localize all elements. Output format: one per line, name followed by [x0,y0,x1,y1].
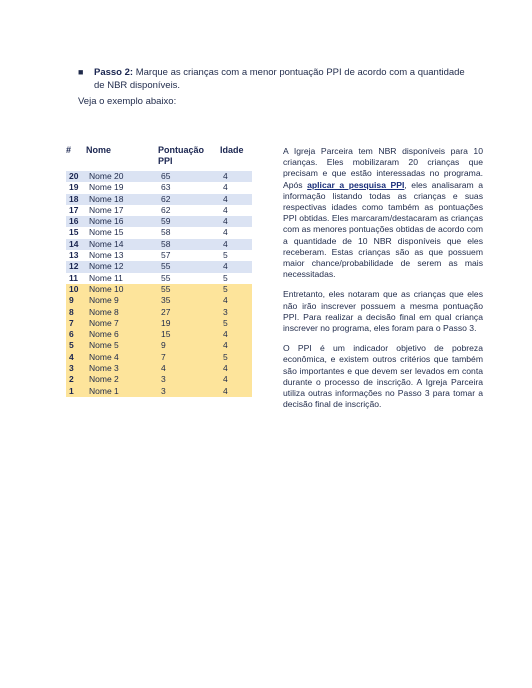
cell-age: 4 [220,239,252,250]
header-number: # [66,145,72,155]
cell-ppi-score: 55 [158,261,220,272]
cell-number: 20 [66,171,86,182]
cell-number: 15 [66,227,86,238]
cell-number: 3 [66,363,86,374]
cell-name: Nome 20 [86,171,158,182]
cell-age: 4 [220,216,252,227]
cell-age: 4 [220,205,252,216]
cell-name: Nome 13 [86,250,158,261]
cell-name: Nome 15 [86,227,158,238]
apply-survey-link[interactable]: aplicar a pesquisa PPI [307,179,405,190]
table-row [66,250,252,261]
table-row [66,318,252,329]
cell-age: 4 [220,340,252,351]
cell-name: Nome 10 [86,284,158,295]
cell-age: 4 [220,329,252,340]
cell-ppi-score: 15 [158,329,220,340]
cell-ppi-score: 65 [158,171,220,182]
cell-ppi-score: 19 [158,318,220,329]
cell-ppi-score: 59 [158,216,220,227]
explanation-paragraph-1 [283,146,483,280]
cell-ppi-score: 27 [158,307,220,318]
cell-age: 5 [220,273,252,284]
table-row [66,295,252,306]
cell-number: 17 [66,205,86,216]
explanation-column [283,146,483,419]
table-row [66,374,252,385]
cell-ppi-score: 57 [158,250,220,261]
cell-number: 16 [66,216,86,227]
table-row [66,227,252,238]
cell-name: Nome 4 [86,352,158,363]
cell-ppi-score: 3 [158,374,220,385]
p1-rest: , eles analisaram a informação listando todas as crianças e suas respectivas idades como também as pontuações PPI obtidas. Eles marcaram/destacaram as crianças com as menores pontuações obtidas de acordo com a quantidade de 10 NBR disponíveis que eles receberam. Estas crianças são as que possuem maior chance/probabilidade de serem as mais necessitadas. [283,179,483,280]
table-row [66,386,252,397]
cell-name: Nome 12 [86,261,158,272]
p1-intro: A Igreja Parceira tem NBR disponíveis para 10 crianças. Eles mobilizaram 20 crianças que precisam e que estão interessadas no programa. Após [283,146,483,190]
step-instruction [78,66,468,92]
table-row [66,329,252,340]
table-row [66,205,252,216]
cell-name: Nome 17 [86,205,158,216]
cell-name: Nome 14 [86,239,158,250]
cell-number: 10 [66,284,86,295]
table-row [66,284,252,295]
cell-name: Nome 7 [86,318,158,329]
cell-name: Nome 5 [86,340,158,351]
cell-name: Nome 16 [86,216,158,227]
cell-number: 9 [66,295,86,306]
cell-ppi-score: 63 [158,182,220,193]
cell-name: Nome 18 [86,194,158,205]
cell-age: 4 [220,386,252,397]
cell-name: Nome 8 [86,307,158,318]
cell-name: Nome 11 [86,273,158,284]
bullet-icon: ■ [78,67,84,77]
cell-number: 6 [66,329,86,340]
header-ppi-score: Pontuação PPI [158,145,205,166]
cell-age: 4 [220,182,252,193]
table-row [66,171,252,182]
cell-number: 13 [66,250,86,261]
explanation-paragraph-2: Entretanto, eles notaram que as crianças que eles não irão inscrever possuem a mesma pontuação PPI. Para realizar a decisão final em qual criança inscrever no programa, eles foram para o Passo 3. [283,289,483,334]
cell-name: Nome 9 [86,295,158,306]
cell-age: 3 [220,307,252,318]
cell-number: 11 [66,273,86,284]
ppi-table [66,145,252,397]
cell-age: 4 [220,363,252,374]
table-row [66,182,252,193]
cell-number: 14 [66,239,86,250]
cell-age: 4 [220,171,252,182]
table-row [66,194,252,205]
cell-number: 7 [66,318,86,329]
cell-age: 4 [220,374,252,385]
cell-age: 5 [220,318,252,329]
cell-age: 5 [220,250,252,261]
cell-age: 4 [220,295,252,306]
table-body [66,171,252,397]
table-row [66,352,252,363]
cell-ppi-score: 35 [158,295,220,306]
cell-ppi-score: 58 [158,239,220,250]
cell-number: 18 [66,194,86,205]
cell-number: 19 [66,182,86,193]
table-row [66,363,252,374]
cell-number: 1 [66,386,86,397]
table-row [66,340,252,351]
cell-name: Nome 2 [86,374,158,385]
cell-ppi-score: 3 [158,386,220,397]
table-row [66,261,252,272]
step-label: Passo 2: [94,67,134,78]
cell-age: 4 [220,261,252,272]
step-description: Marque as crianças com a menor pontuação PPI de acordo com a quantidade de NBR disponíveis. [94,67,465,91]
explanation-paragraph-3: O PPI é um indicador objetivo de pobreza econômica, e existem outros critérios que também são importantes e que devem ser levados em conta durante o processo de inscrição. A Igreja Parceira utiliza outras informações no Passo 3 para tomar a decisão final de inscrição. [283,343,483,410]
table-row [66,239,252,250]
table-row [66,216,252,227]
cell-name: Nome 1 [86,386,158,397]
table-row [66,273,252,284]
step-text-block [94,66,468,92]
cell-number: 2 [66,374,86,385]
cell-ppi-score: 62 [158,194,220,205]
cell-age: 5 [220,284,252,295]
header-name: Nome [86,145,112,155]
table-header-row [66,145,252,171]
cell-number: 4 [66,352,86,363]
cell-ppi-score: 58 [158,227,220,238]
cell-name: Nome 3 [86,363,158,374]
cell-number: 8 [66,307,86,318]
cell-name: Nome 19 [86,182,158,193]
cell-ppi-score: 9 [158,340,220,351]
cell-name: Nome 6 [86,329,158,340]
cell-ppi-score: 55 [158,273,220,284]
cell-age: 4 [220,227,252,238]
cell-ppi-score: 7 [158,352,220,363]
cell-age: 5 [220,352,252,363]
cell-number: 5 [66,340,86,351]
cell-ppi-score: 55 [158,284,220,295]
cell-age: 4 [220,194,252,205]
cell-ppi-score: 62 [158,205,220,216]
cell-number: 12 [66,261,86,272]
header-age: Idade [220,145,244,155]
cell-ppi-score: 4 [158,363,220,374]
table-row [66,307,252,318]
example-intro: Veja o exemplo abaixo: [78,96,177,107]
